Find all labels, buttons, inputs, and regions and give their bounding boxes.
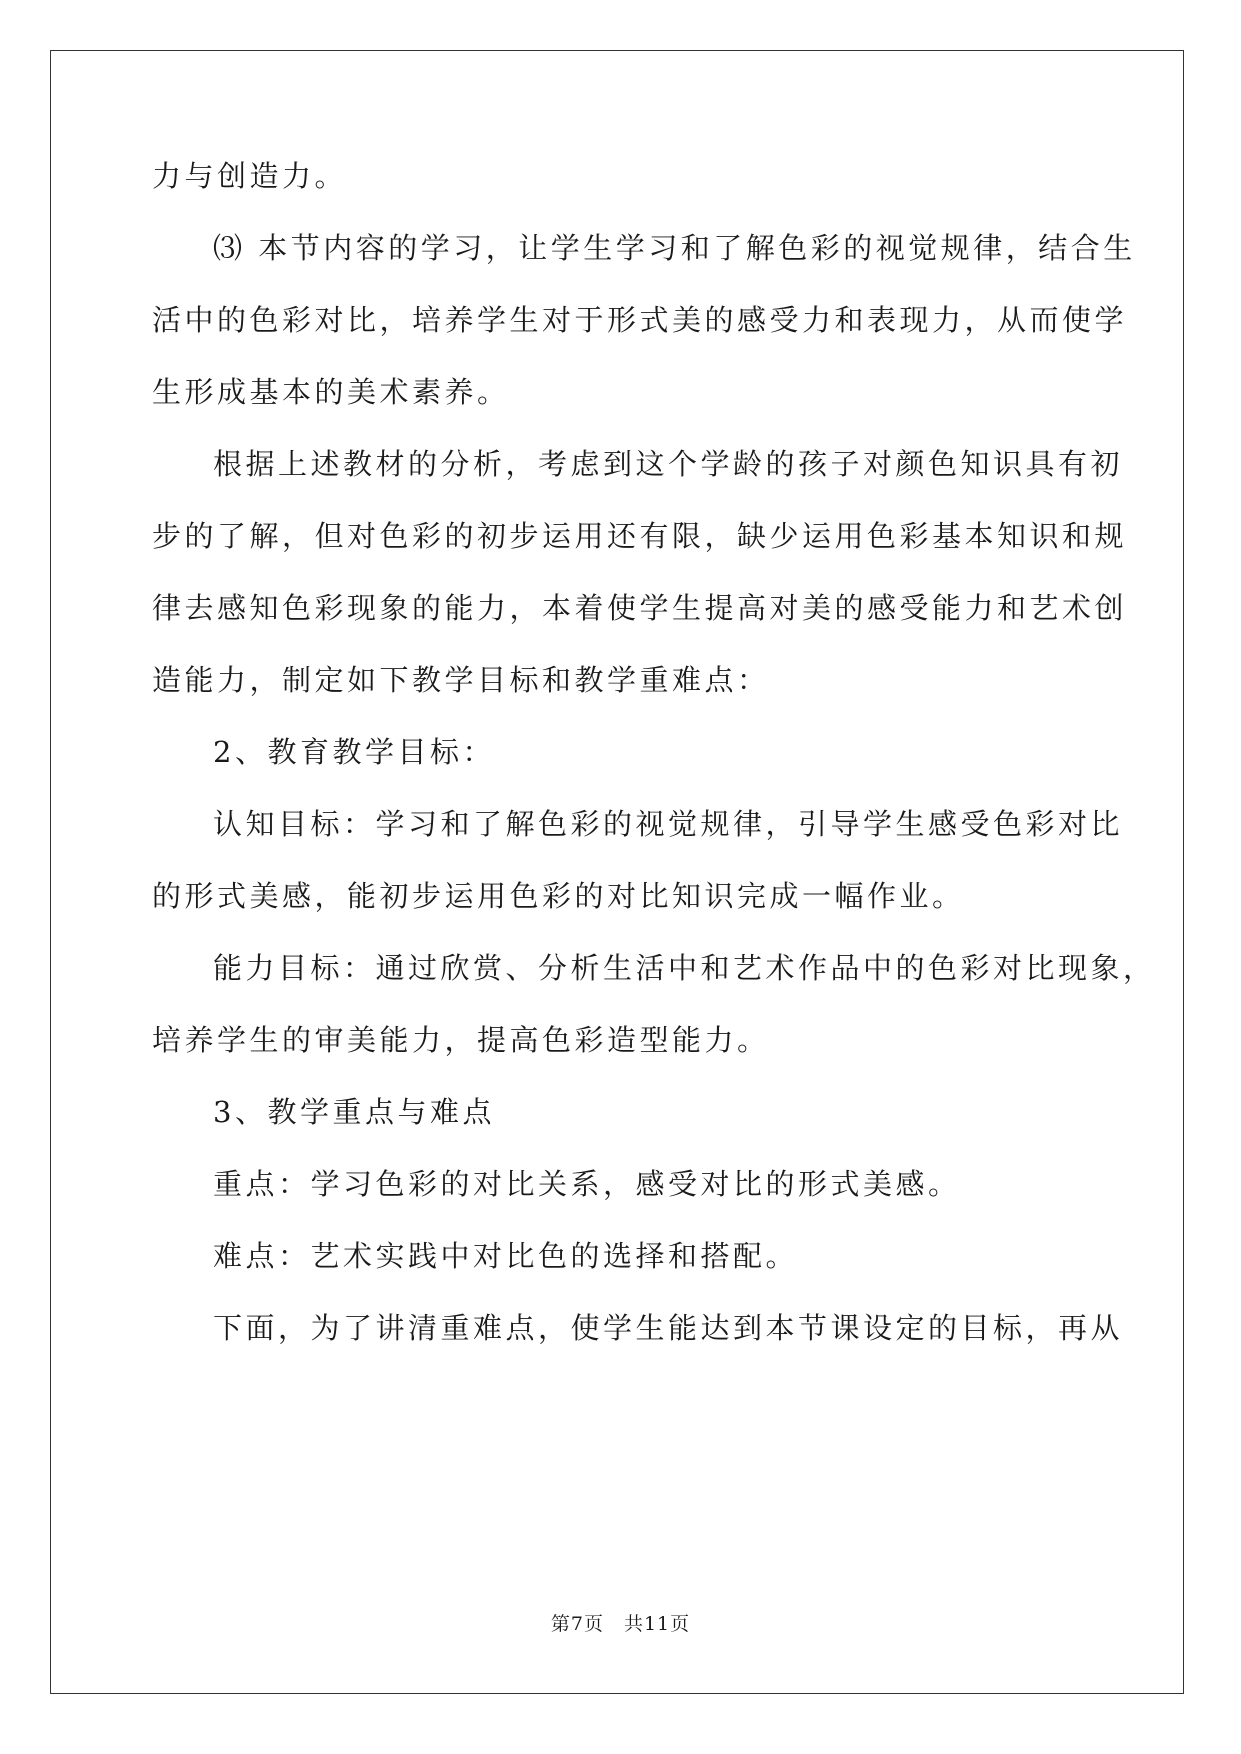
text-line: 活中的色彩对比，培养学生对于形式美的感受力和表现力，从而使学 <box>152 303 1128 337</box>
text-line: 力与创造力。 <box>152 159 348 193</box>
text-line: 认知目标：学习和了解色彩的视觉规律，引导学生感受色彩对比 <box>213 807 1124 841</box>
text-line: 能力目标：通过欣赏、分析生活中和艺术作品中的色彩对比现象， <box>213 951 1156 985</box>
text-line: 下面，为了讲清重难点，使学生能达到本节课设定的目标，再从 <box>213 1311 1124 1345</box>
page-border <box>50 50 1184 1694</box>
text-line: 难点：艺术实践中对比色的选择和搭配。 <box>213 1239 799 1273</box>
text-line: 重点：学习色彩的对比关系，感受对比的形式美感。 <box>213 1167 961 1201</box>
text-line: 培养学生的审美能力，提高色彩造型能力。 <box>152 1023 770 1057</box>
text-line: 律去感知色彩现象的能力，本着使学生提高对美的感受能力和艺术创 <box>152 591 1128 625</box>
text-line: 的形式美感，能初步运用色彩的对比知识完成一幅作业。 <box>152 879 965 913</box>
text-line: 生形成基本的美术素养。 <box>152 375 510 409</box>
section-heading: 3、教学重点与难点 <box>213 1095 495 1129</box>
text-line: 根据上述教材的分析，考虑到这个学龄的孩子对颜色知识具有初 <box>213 447 1124 481</box>
page-number-footer: 第7页 共11页 <box>550 1613 691 1635</box>
text-line: 造能力，制定如下教学目标和教学重难点： <box>152 663 770 697</box>
section-heading: 2、教育教学目标： <box>213 735 495 769</box>
text-line: 步的了解，但对色彩的初步运用还有限，缺少运用色彩基本知识和规 <box>152 519 1128 553</box>
text-line: ⑶ 本节内容的学习，让学生学习和了解色彩的视觉规律，结合生 <box>213 231 1136 265</box>
